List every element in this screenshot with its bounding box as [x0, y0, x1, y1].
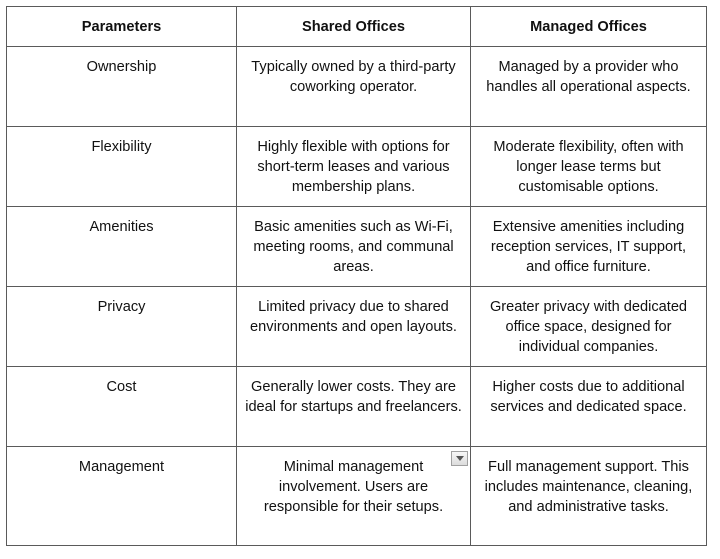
header-parameters: Parameters — [7, 7, 237, 47]
shared-cell: Generally lower costs. They are ideal for startups and freelancers. — [237, 367, 471, 447]
parameter-cell: Amenities — [7, 207, 237, 287]
parameter-cell: Cost — [7, 367, 237, 447]
parameter-cell: Privacy — [7, 287, 237, 367]
managed-cell: Greater privacy with dedicated office space, designed for individual companies. — [471, 287, 707, 367]
managed-cell: Extensive amenities including reception services, IT support, and office furniture. — [471, 207, 707, 287]
table-header-row — [7, 7, 707, 47]
shared-cell: Typically owned by a third-party coworking operator. — [237, 47, 471, 127]
filter-dropdown-button[interactable] — [451, 451, 468, 466]
table-row — [7, 127, 707, 207]
header-shared-offices: Shared Offices — [237, 7, 471, 47]
table-row — [7, 207, 707, 287]
comparison-sheet — [6, 6, 706, 546]
parameter-cell: Management — [7, 447, 237, 546]
header-managed-offices: Managed Offices — [471, 7, 707, 47]
comparison-table — [6, 6, 707, 546]
table-row — [7, 367, 707, 447]
shared-cell — [237, 447, 471, 546]
managed-cell: Moderate flexibility, often with longer lease terms but customisable options. — [471, 127, 707, 207]
managed-cell: Full management support. This includes maintenance, cleaning, and administrative tasks. — [471, 447, 707, 546]
parameter-cell: Ownership — [7, 47, 237, 127]
managed-cell: Higher costs due to additional services and dedicated space. — [471, 367, 707, 447]
parameter-cell: Flexibility — [7, 127, 237, 207]
shared-cell: Limited privacy due to shared environments and open layouts. — [237, 287, 471, 367]
table-row — [7, 47, 707, 127]
shared-cell-text: Minimal management involvement. Users are responsible for their setups. — [263, 459, 444, 515]
chevron-down-icon — [456, 456, 464, 461]
shared-cell: Basic amenities such as Wi-Fi, meeting rooms, and communal areas. — [237, 207, 471, 287]
managed-cell: Managed by a provider who handles all operational aspects. — [471, 47, 707, 127]
table-row — [7, 287, 707, 367]
shared-cell: Highly flexible with options for short-term leases and various membership plans. — [237, 127, 471, 207]
table-row — [7, 447, 707, 546]
